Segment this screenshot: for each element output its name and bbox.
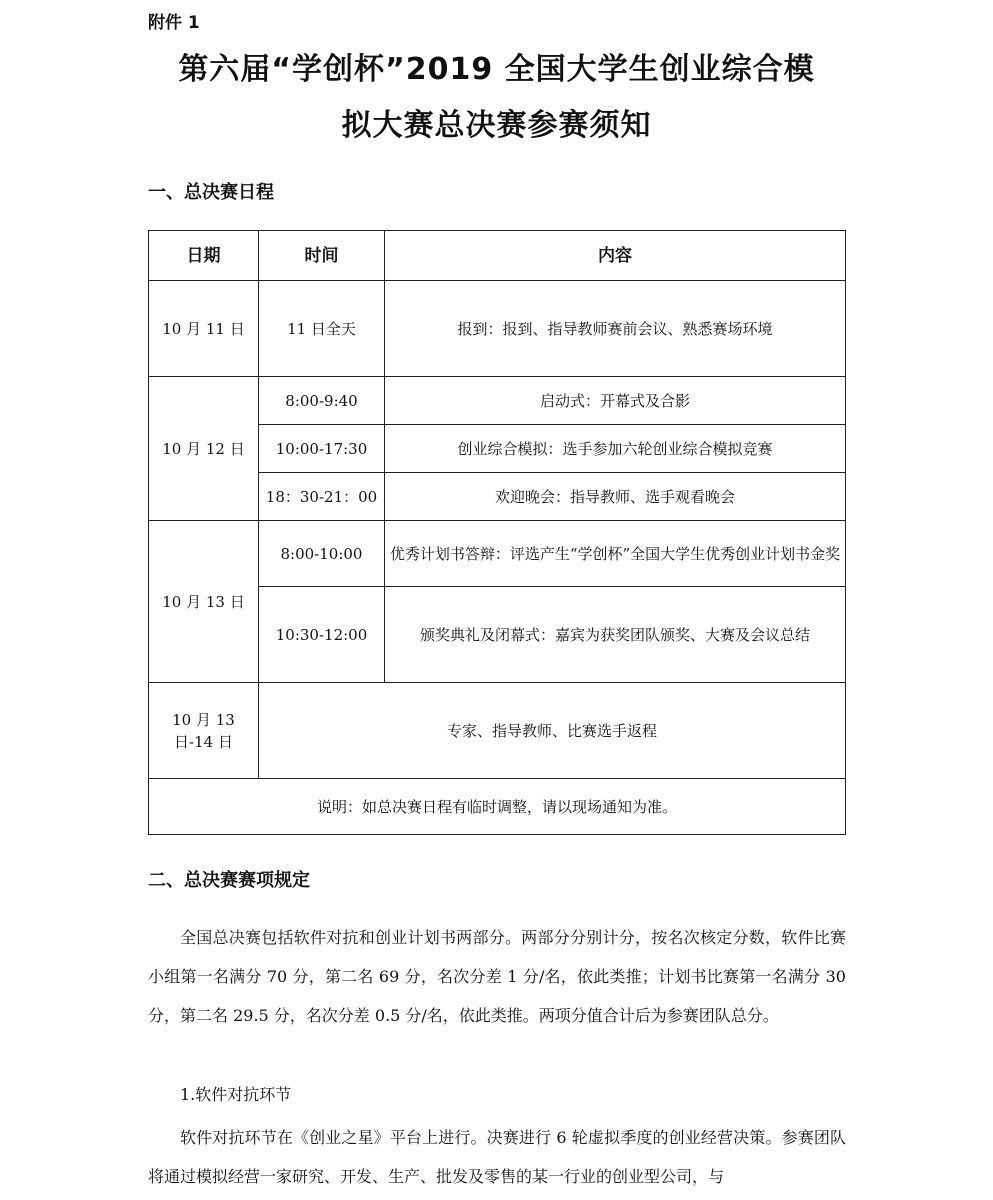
content-cell: 报到：报到、指导教师赛前会议、熟悉赛场环境 — [385, 281, 846, 377]
table-row — [149, 521, 846, 587]
content-cell: 优秀计划书答辩：评选产生“学创杯”全国大学生优秀创业计划书金奖 — [385, 521, 846, 587]
time-cell: 8:00-10:00 — [259, 521, 385, 587]
date-cell: 10 月 13 日-14 日 — [149, 683, 259, 779]
table-row — [149, 281, 846, 377]
page-title-line1: 第六届“学创杯”2019 全国大学生创业综合模 — [178, 52, 815, 87]
page-title-line2: 拟大赛总决赛参赛须知 — [341, 108, 652, 143]
table-row — [149, 683, 846, 779]
schedule-table — [148, 230, 846, 835]
time-cell: 18：30-21：00 — [259, 473, 385, 521]
content-cell: 启动式：开幕式及合影 — [385, 377, 846, 425]
header-time: 时间 — [259, 231, 385, 281]
content-cell: 颁奖典礼及闭幕式：嘉宾为获奖团队颁奖、大赛及会议总结 — [385, 587, 846, 683]
time-cell: 8:00-9:40 — [259, 377, 385, 425]
table-header-row — [149, 231, 846, 281]
time-cell: 10:30-12:00 — [259, 587, 385, 683]
content-cell: 专家、指导教师、比赛选手返程 — [259, 683, 846, 779]
content-cell: 创业综合模拟：选手参加六轮创业综合模拟竞赛 — [385, 425, 846, 473]
schedule-note: 说明：如总决赛日程有临时调整，请以现场通知为准。 — [149, 779, 846, 835]
time-cell: 10:00-17:30 — [259, 425, 385, 473]
rules-paragraph: 全国总决赛包括软件对抗和创业计划书两部分。两部分分别计分，按名次核定分数，软件比赛小组第一名满分 70 分，第二名 69 分，名次分差 1 分/名，依此类推；计划书比赛第一名满分 30 分，第二名 29.5 分，名次分差 0.5 分/名，依此类推。两项分值合计后为参赛团队总分。 — [148, 928, 846, 1025]
header-content: 内容 — [385, 231, 846, 281]
section-heading-rules: 二、总决赛赛项规定 — [148, 870, 310, 891]
date-cell: 10 月 12 日 — [149, 377, 259, 521]
attachment-label: 附件 1 — [148, 13, 200, 33]
table-row — [149, 377, 846, 425]
software-paragraph: 软件对抗环节在《创业之星》平台上进行。决赛进行 6 轮虚拟季度的创业经营决策。参赛团队将通过模拟经营一家研究、开发、生产、批发及零售的某一行业的创业型公司，与 — [148, 1128, 846, 1186]
time-cell: 11 日全天 — [259, 281, 385, 377]
section-heading-schedule: 一、总决赛日程 — [148, 182, 274, 203]
date-cell: 10 月 13 日 — [149, 521, 259, 683]
table-note-row — [149, 779, 846, 835]
content-cell: 欢迎晚会：指导教师、选手观看晚会 — [385, 473, 846, 521]
date-cell: 10 月 11 日 — [149, 281, 259, 377]
subsection-heading-software: 1.软件对抗环节 — [180, 1085, 292, 1104]
header-date: 日期 — [149, 231, 259, 281]
